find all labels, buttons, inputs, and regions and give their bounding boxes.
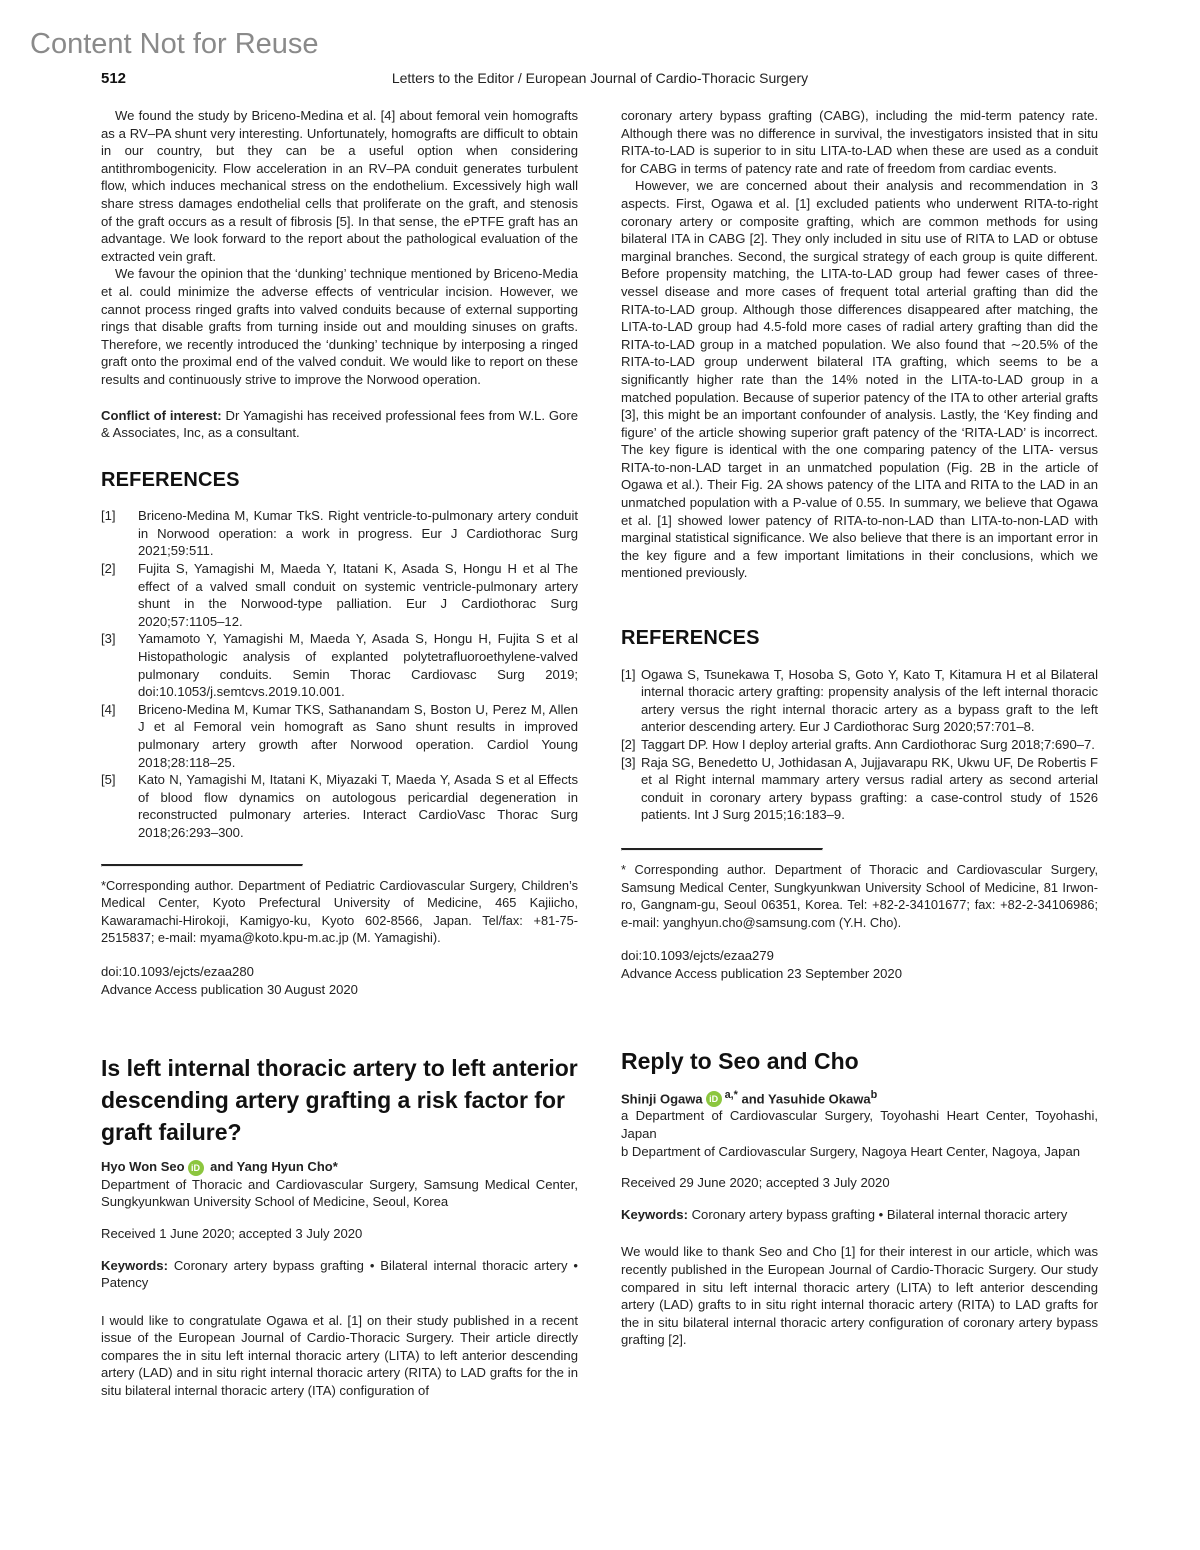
orcid-icon[interactable]: iD xyxy=(706,1091,722,1107)
running-header xyxy=(101,70,1099,90)
left-column xyxy=(101,107,578,1400)
author-name: and Yang Hyun Cho* xyxy=(206,1159,338,1175)
body-paragraph: We would like to thank Seo and Cho [1] for their interest in our article, which was recently published in the European Journal of Cardio-Thoracic Surgery. Our study compared in situ left internal thoracic artery (LITA) to left anterior descending artery (LAD) grafts to in situ right internal thoracic artery (RITA) to LAD grafts for the in situ bilateral internal thoracic artery configuration of coronary artery bypass grafting [2]. xyxy=(621,1244,1098,1348)
body-paragraph: coronary artery bypass grafting (CABG), including the mid-term patency rate. Although there was no difference in survival, the investigators insisted that in situ RITA-to-LAD is superior to in situ LITA-to-LAD when these are used as a conduit for CABG in terms of patency rate and rate of freedom from cardiac events. xyxy=(621,108,1098,176)
reference-text: Fujita S, Yamagishi M, Maeda Y, Itatani K, Asada S, Hongu H et al The effect of a valved small conduit on systemic ventricle-pulmonary artery shunt in the Norwood-type palliation. Eur J Cardiothorac Surg 2020;57:1105–12. xyxy=(138,561,578,629)
reference-number: [3] xyxy=(101,631,116,647)
author-name: Shinji Ogawa xyxy=(621,1090,703,1106)
reference-text: Briceno-Medina M, Kumar TKS, Sathanandam S, Boston U, Perez M, Allen J et al Femoral vein homograft as Sano shunt results in improved pulmonary artery growth after Norwood operation. Cardiol Young 2018;28:118–25. xyxy=(138,701,578,770)
reference-list xyxy=(101,507,578,841)
reference-text: Ogawa S, Tsunekawa T, Hosoba S, Goto Y, Kato T, Kitamura H et al Bilateral internal thoracic artery grafting: propensity analysis of the left internal thoracic artery versus the right internal thoracic artery as a bypass graft to the left anterior descending artery. Eur J Cardiothorac Surg 2020;57:701–8. xyxy=(641,666,1098,735)
corresponding-author: * Corresponding author. Department of Thoracic and Cardiovascular Surgery, Samsung Medical Center, Sungkyunkwan University School of Medicine, 81 Irwon-ro, Gangnam-gu, Seoul 06351, Korea. Tel: +82-2-34101677; fax: +82-2-34106986; e-mail: yanghyun.cho@samsung.com (Y.H. Cho). xyxy=(621,861,1098,930)
reference-text: Raja SG, Benedetto U, Jothidasan A, Jujjavarapu RK, Ukwu UF, De Robertis F et al Right internal mammary artery versus radial artery as second arterial conduit in coronary artery bypass grafting: a case-control study of 1526 patients. Int J Surg 2015;16:183–9. xyxy=(641,754,1098,823)
affiliation-marker: a,* xyxy=(724,1088,738,1101)
reference-text: Taggart DP. How I deploy arterial grafts. Ann Cardiothorac Surg 2018;7:690–7. xyxy=(641,737,1095,752)
reference-number: [2] xyxy=(101,561,116,577)
reference-item xyxy=(621,754,1098,824)
keywords-text: Coronary artery bypass grafting • Bilateral internal thoracic artery xyxy=(687,1206,1068,1222)
reference-number: [3] xyxy=(621,754,636,770)
advance-access: Advance Access publication 23 September 2020 xyxy=(621,965,902,981)
reference-text: Briceno-Medina M, Kumar TkS. Right ventricle-to-pulmonary artery conduit in Norwood operation: a work in progress. Eur J Cardiothorac Surg 2021;59:511. xyxy=(138,508,578,559)
reference-item xyxy=(101,771,578,841)
affiliation: b Department of Cardiovascular Surgery, Nagoya Heart Center, Nagoya, Japan xyxy=(621,1143,1081,1159)
references-heading: REFERENCES xyxy=(101,468,240,491)
corresponding-author: *Corresponding author. Department of Pediatric Cardiovascular Surgery, Children’s Medical Center, Kyoto Prefectural University of Medicine, 465 Kajiicho, Kawaramachi-Hirokoji, Kamigyo-ku, Kyoto 602-8566, Japan. Tel/fax: +81-75-2515837; e-mail: myama@koto.kpu-m.ac.jp (M. Yamagishi). xyxy=(101,877,578,946)
keywords xyxy=(101,1257,578,1292)
reference-list xyxy=(621,666,1098,824)
authors xyxy=(101,1158,578,1176)
keywords-text: Coronary artery bypass grafting • Bilateral internal thoracic artery • Patency xyxy=(101,1257,578,1291)
right-column xyxy=(621,107,1098,1349)
body-paragraph: However, we are concerned about their analysis and recommendation in 3 aspects. First, Ogawa et al. [1] excluded patients who underwent RITA-to-right coronary artery or composite grafting, which are common methods for using bilateral ITA in CABG [2]. They only included in situ use of RITA to LAD or obtuse marginal branches. Second, the surgical strategy of each group is quite different. Before propensity matching, the LITA-to-LAD group had fewer cases of three-vessel disease and more cases of frequent total arterial grafting than did the RITA-to-LAD group. Although those differences disappeared after matching, the LITA-to-LAD group had 4.5-fold more cases of radial artery grafting than did the RITA-to-LAD group in a matched population. We also found that ∼20.5% of the RITA-to-LAD group underwent bilateral ITA grafting, which seems to be a significantly higher rate than the 14% noted in the LITA-to-LAD group in a matched population. Because of superior patency of the ITA to other arterial grafts [3], this might be an important confounder of analysis. Lastly, the ‘Key finding and figure’ of the article showing superior graft patency of the ‘RITA-LAD’ is incorrect. The key figure is identical with the one comparing patency of the LITA- versus RITA-to-non-LAD target in an unmatched population (Fig. 2B in the article of Ogawa et al.). Their Fig. 2A shows patency of the LITA and RITA to the LAD in an unmatched population with a P-value of 0.55. In summary, we believe that Ogawa et al. [1] showed lower patency of RITA-to-non-LAD than LITA-to-non-LAD with marginal statistical significance. We also believe that there is an important error in the key figure and a few important limitations in their conclusions, which we mentioned previously. xyxy=(621,178,1098,581)
body-paragraph: We favour the opinion that the ‘dunking’ technique mentioned by Briceno-Media et al. could minimize the adverse effects of ventricular incision. However, we cannot process ringed grafts into valved conduits because of external supporting rings that disable grafts from turning inside out and moulding sinuses on grafts. Therefore, we recently introduced the ‘dunking’ technique by interposing a ringed graft onto the proximal end of the valved conduit. We would like to report on these results and continuously strive to improve the Norwood operation. xyxy=(101,266,578,387)
received-date: Received 1 June 2020; accepted 3 July 2020 xyxy=(101,1225,363,1241)
advance-access: Advance Access publication 30 August 2020 xyxy=(101,981,358,997)
coi-label: Conflict of interest: xyxy=(101,407,222,423)
journal-title: Letters to the Editor / European Journal of Cardio-Thoracic Surgery xyxy=(391,70,809,86)
reference-number: [5] xyxy=(101,772,116,788)
article-title: Reply to Seo and Cho xyxy=(621,1047,859,1074)
watermark: Content Not for Reuse xyxy=(30,28,319,60)
coi-text: Dr Yamagishi has received professional fees from W.L. Gore & Associates, Inc, as a consultant. xyxy=(101,407,578,441)
reference-number: [4] xyxy=(101,701,116,717)
doi: doi:10.1093/ejcts/ezaa279 xyxy=(621,948,774,964)
reference-item xyxy=(621,666,1098,736)
references-heading: REFERENCES xyxy=(621,627,760,650)
keywords-label: Keywords: xyxy=(101,1257,168,1273)
author-name: Hyo Won Seo xyxy=(101,1159,185,1175)
affiliation-marker: b xyxy=(870,1088,878,1101)
reference-number: [1] xyxy=(621,666,636,682)
conflict-of-interest xyxy=(101,407,578,442)
keywords-label: Keywords: xyxy=(621,1206,688,1222)
reference-text: Kato N, Yamagishi M, Itatani K, Miyazaki T, Maeda Y, Asada S et al Effects of blood flow dynamics on autologous pericardial degeneration in reconstructed pulmonary arteries. Interact CardioVasc Thorac Surg 2018;26:293–300. xyxy=(138,772,578,840)
reference-number: [1] xyxy=(101,508,116,524)
author-name: and Yasuhide Okawa xyxy=(737,1090,871,1106)
received-date: Received 29 June 2020; accepted 3 July 2020 xyxy=(621,1175,890,1191)
reference-item xyxy=(101,701,578,771)
page-number: 512 xyxy=(101,70,127,87)
body-paragraph: We found the study by Briceno-Medina et al. [4] about femoral vein homografts as a RV–PA shunt very interesting. Unfortunately, homografts are difficult to obtain in our country, but they can be a useful option when considering antithrombogenicity. Flow acceleration in an RV–PA conduit generates turbulent flow, which induces mechanical stress on the endothelium. Excessively high wall share stress damages endothelial cells that proliferate on the graft, and stenosis of the graft occurs as a result of fibrosis [5]. In that sense, the ePTFE graft has an advantage. We look forward to the report about the pathological evaluation of the extracted vein graft. xyxy=(101,108,578,264)
body-paragraph: I would like to congratulate Ogawa et al. [1] on their study published in a recent issue of the European Journal of Cardio-Thoracic Surgery. Their article directly compares the in situ left internal thoracic artery (LITA) to left anterior descending artery (LAD) and in situ right internal thoracic artery (RITA) to LAD grafts for the in situ bilateral internal thoracic artery (ITA) configuration of xyxy=(101,1312,578,1399)
reference-item xyxy=(621,736,1098,754)
reference-item xyxy=(101,560,578,630)
reference-text: Yamamoto Y, Yamagishi M, Maeda Y, Asada S, Hongu H, Fujita S et al Histopathologic analysis of explanted polytetrafluoroethylene-valved pulmonary conduits. Semin Thorac Cardiovasc Surg 2019; doi:10.1053/j.semtcvs.2019.10.001. xyxy=(138,631,578,700)
doi: doi:10.1093/ejcts/ezaa280 xyxy=(101,963,254,979)
orcid-icon[interactable]: iD xyxy=(188,1160,204,1176)
reference-number: [2] xyxy=(621,737,636,752)
keywords xyxy=(621,1206,1098,1224)
authors xyxy=(621,1087,1098,1108)
reference-item xyxy=(101,507,578,560)
affiliation: a Department of Cardiovascular Surgery, Toyohashi Heart Center, Toyohashi, Japan xyxy=(621,1108,1098,1142)
reference-item xyxy=(101,630,578,700)
affiliation: Department of Thoracic and Cardiovascular Surgery, Samsung Medical Center, Sungkyunkwan University School of Medicine, Seoul, Korea xyxy=(101,1176,578,1210)
article-title: Is left internal thoracic artery to left anterior descending artery grafting a risk factor for graft failure? xyxy=(101,1055,578,1146)
